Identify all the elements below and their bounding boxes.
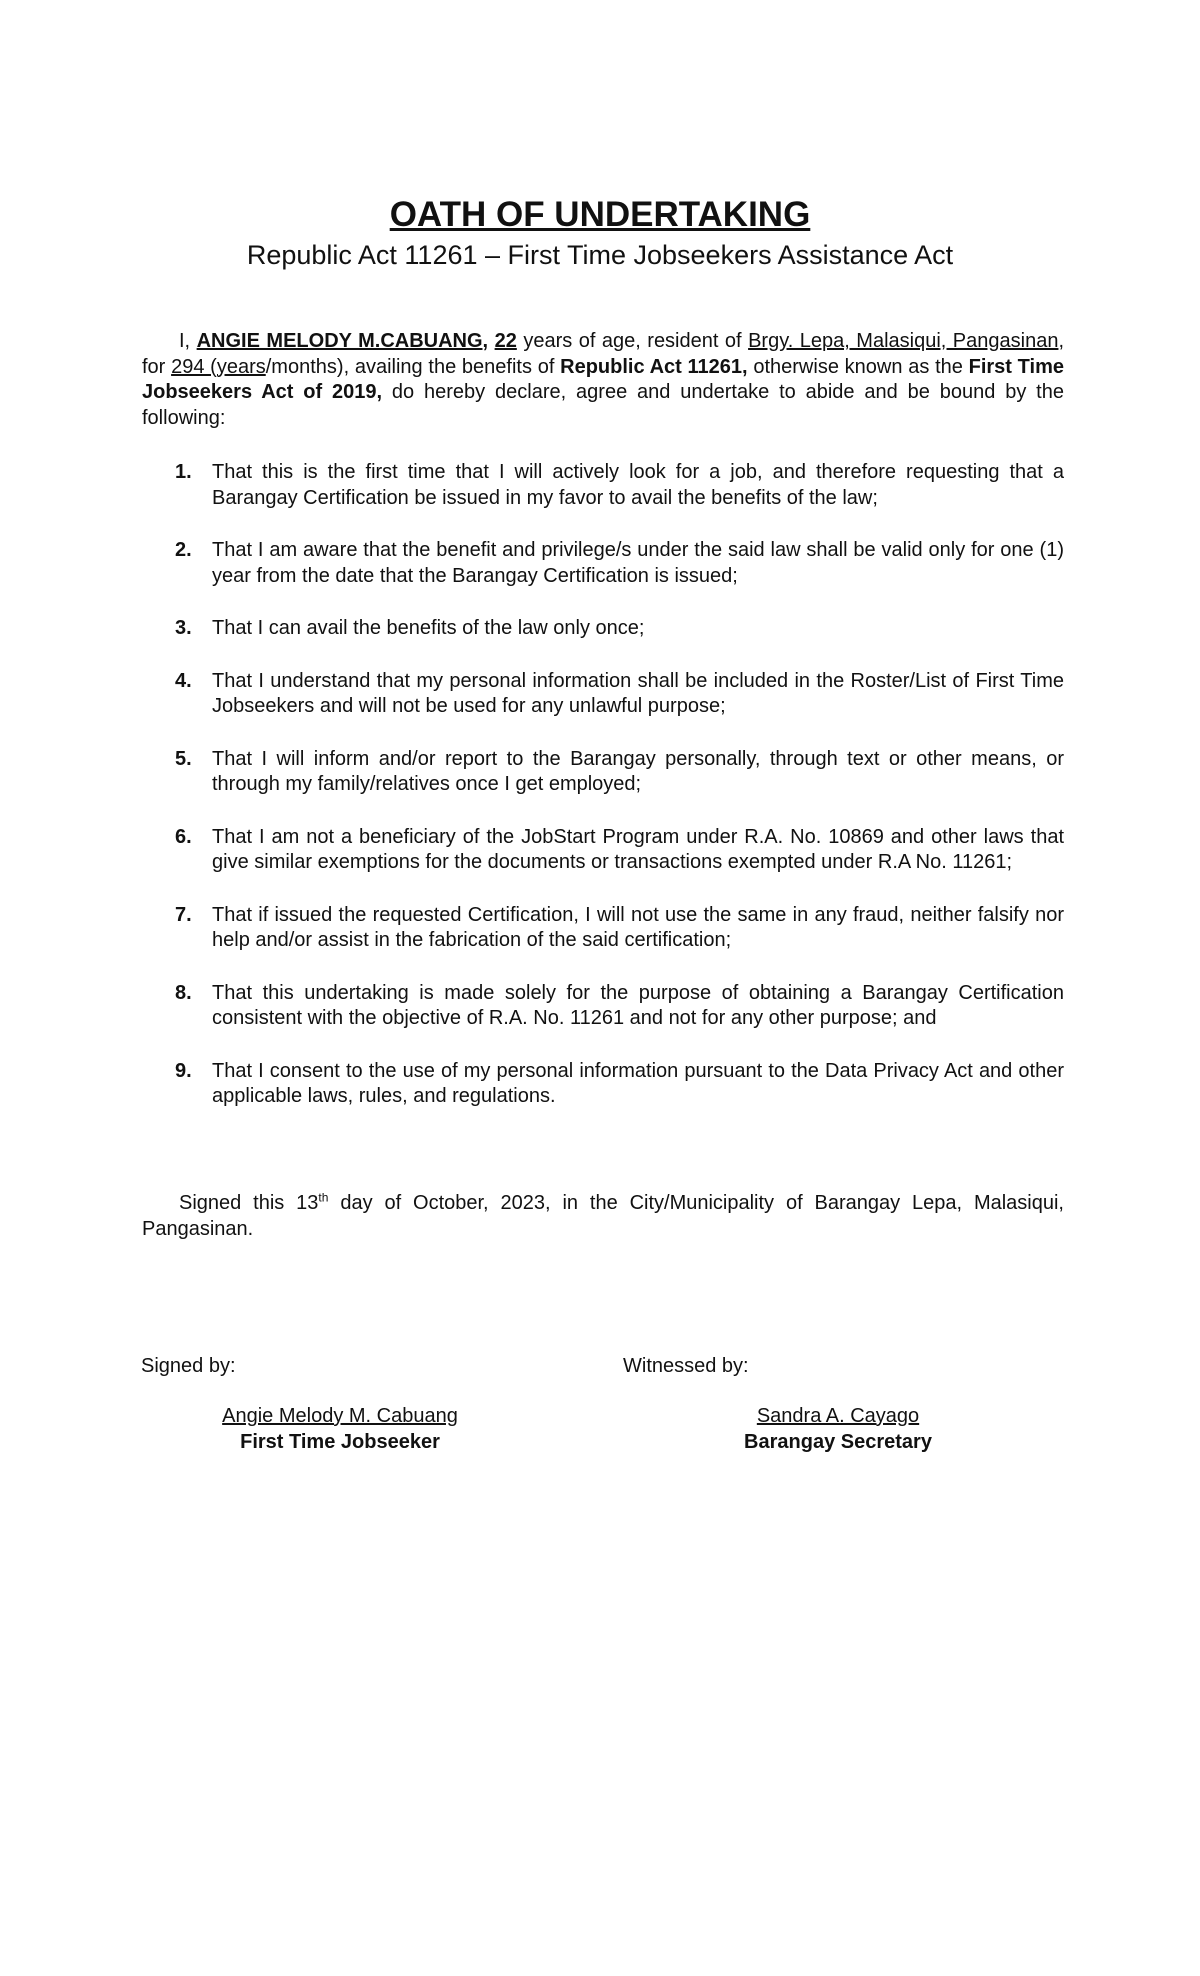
undertaking-list — [142, 460, 1064, 1137]
document-subtitle: Republic Act 11261 – First Time Jobseekers Assistance Act — [246, 240, 954, 270]
witnessed-by-label: Witnessed by: — [623, 1355, 749, 1377]
act-name: First Time Jobseekers Act of 2019, — [142, 355, 1064, 403]
witness-block — [688, 1404, 988, 1455]
intro-text-5: do hereby declare, agree and undertake to abide and be bound by the following: — [142, 381, 1064, 429]
list-item — [142, 538, 1064, 589]
item-text: That I am not a beneficiary of the JobStart Program under R.A. No. 10869 and other laws that give similar exemptions for the documents or transactions exempted under R.A No. 11261; — [212, 825, 1064, 873]
list-item — [142, 981, 1064, 1032]
signer-name: Angie Melody M. Cabuang — [222, 1405, 458, 1427]
list-item — [142, 903, 1064, 954]
intro-text-1: years of age, resident of — [516, 330, 749, 352]
signer-role: First Time Jobseeker — [240, 1430, 440, 1453]
item-text: That if issued the requested Certification, I will not use the same in any fraud, neither falsify nor help and/or assist in the fabrication of the said certification; — [212, 903, 1064, 951]
act-number: Republic Act 11261, — [560, 355, 748, 378]
item-text: That I can avail the benefits of the law only once; — [212, 617, 645, 639]
item-number: 9. — [175, 1059, 192, 1082]
item-number: 8. — [175, 981, 192, 1004]
intro-text-4: otherwise known as the — [747, 355, 969, 378]
witness-role: Barangay Secretary — [744, 1430, 932, 1453]
list-item — [142, 747, 1064, 798]
intro-text-2: , for — [142, 330, 1065, 378]
item-text: That this is the first time that I will actively look for a job, and therefore requesting that a Barangay Certification be issued in my favor to avail the benefits of the law; — [212, 461, 1064, 509]
item-text: That this undertaking is made solely for the purpose of obtaining a Barangay Certification consistent with the objective of R.A. No. 11261 and not for any other purpose; and — [212, 981, 1064, 1029]
item-text: That I am aware that the benefit and privilege/s under the said law shall be valid only for one (1) year from the date that the Barangay Certification is issued; — [212, 539, 1064, 587]
declarant-address: Brgy. Lepa, Malasiqui, Pangasinan — [748, 330, 1059, 352]
list-item — [142, 616, 1064, 642]
item-text: That I understand that my personal information shall be included in the Roster/List of First Time Jobseekers and will not be used for any unlawful purpose; — [212, 669, 1064, 717]
document-title: OATH OF UNDERTAKING — [389, 195, 811, 234]
item-number: 1. — [175, 461, 192, 483]
list-item — [142, 460, 1064, 511]
intro-prefix: I, — [179, 330, 197, 352]
signed-statement — [142, 1191, 1064, 1242]
witness-name: Sandra A. Cayago — [756, 1405, 920, 1427]
list-item — [142, 1059, 1064, 1110]
list-item — [142, 825, 1064, 876]
declarant-name: ANGIE MELODY M.CABUANG, — [196, 330, 489, 352]
signed-suffix: day of October, 2023, in the City/Municipality of Barangay Lepa, Malasiqui, Pangasinan. — [142, 1192, 1064, 1240]
signer-block — [190, 1404, 490, 1455]
residency-duration-unit: /months) — [265, 355, 344, 378]
signed-by-label: Signed by: — [141, 1355, 236, 1377]
list-item — [142, 669, 1064, 720]
residency-duration: 294 (years — [171, 355, 266, 378]
item-number: 5. — [175, 747, 192, 770]
declarant-age: 22 — [494, 330, 517, 352]
item-number: 6. — [175, 825, 192, 848]
signed-ordinal: th — [318, 1190, 329, 1205]
item-number: 4. — [175, 669, 192, 692]
item-text: That I consent to the use of my personal information pursuant to the Data Privacy Act and other applicable laws, rules, and regulations. — [212, 1059, 1064, 1107]
item-number: 2. — [175, 539, 192, 561]
intro-paragraph — [142, 329, 1064, 431]
intro-text-3: , availing the benefits of — [343, 355, 561, 378]
signed-prefix: Signed this 13 — [179, 1192, 319, 1214]
item-number: 7. — [175, 903, 192, 926]
item-number: 3. — [175, 617, 192, 639]
item-text: That I will inform and/or report to the Barangay personally, through text or other means, or through my family/relatives once I get employed; — [212, 747, 1064, 795]
